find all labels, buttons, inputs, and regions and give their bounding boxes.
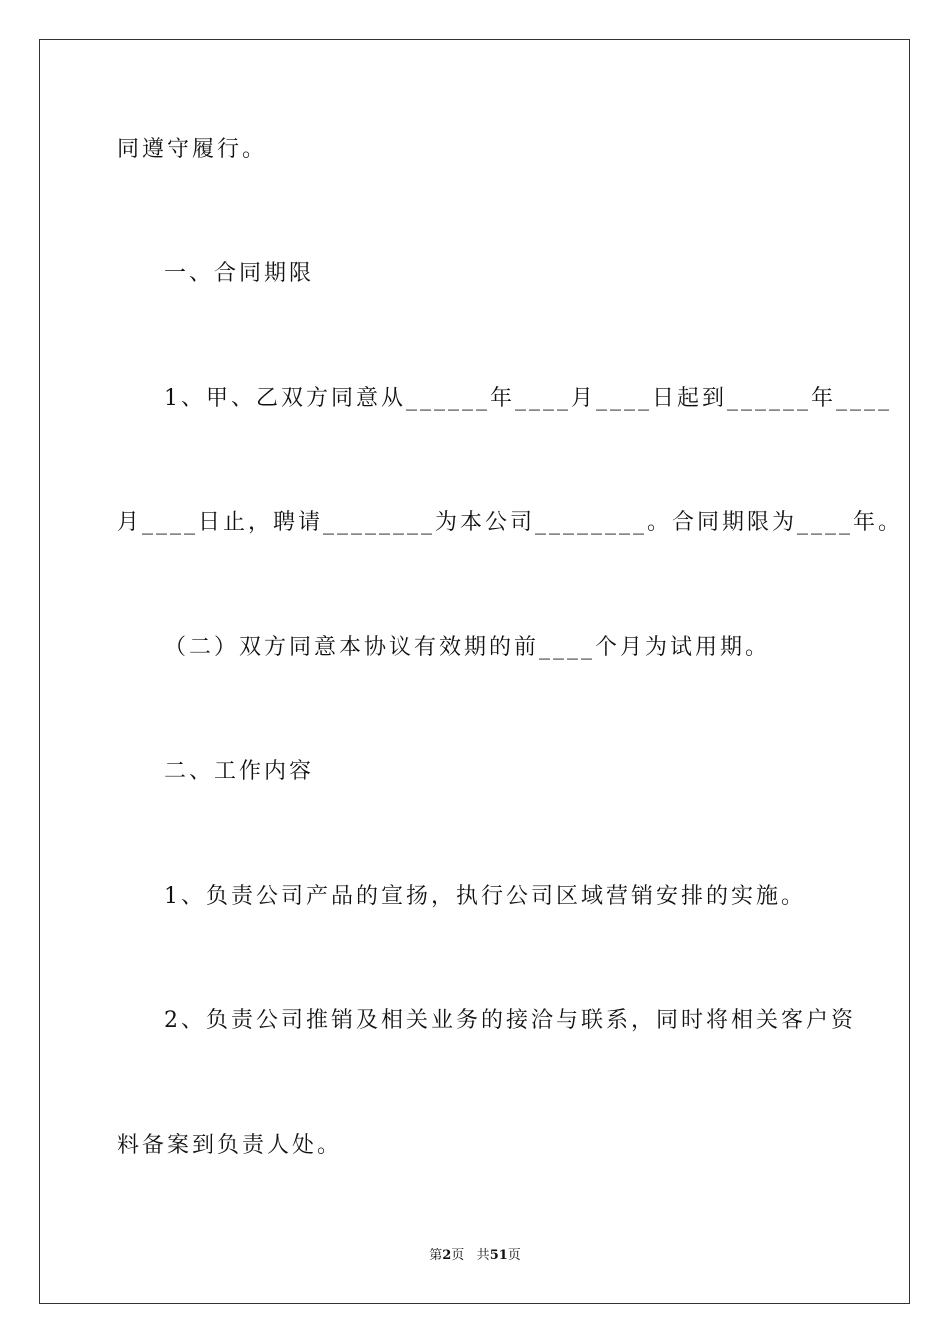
page-border	[39, 39, 910, 1304]
footer-page-suffix: 页	[451, 1248, 465, 1263]
footer-page-number: 2	[442, 1248, 452, 1263]
page-footer	[0, 1247, 950, 1265]
section-heading-job-content: 二、工作内容	[164, 759, 315, 784]
section-heading-contract-term: 一、合同期限	[164, 261, 315, 286]
clause-probation-period: （二）双方同意本协议有效期的前____个月为试用期。	[164, 635, 771, 660]
footer-total-pages: 51	[489, 1248, 508, 1263]
clause-job-duty-2-continued: 料备案到负责人处。	[117, 1133, 343, 1158]
clause-term-dates-continued: 月____日止，聘请________为本公司________。合同期限为____年。	[117, 510, 904, 535]
footer-total-prefix: 共	[476, 1248, 490, 1263]
clause-job-duty-1: 1、负责公司产品的宣扬，执行公司区域营销安排的实施。	[164, 884, 806, 909]
paragraph-continuation: 同遵守履行。	[117, 137, 268, 162]
clause-term-dates: 1、甲、乙双方同意从______年____月____日起到______年____	[164, 386, 892, 411]
footer-page-prefix: 第	[429, 1248, 443, 1263]
clause-job-duty-2: 2、负责公司推销及相关业务的接洽与联系，同时将相关客户资	[164, 1008, 856, 1033]
footer-total-suffix: 页	[507, 1248, 521, 1263]
